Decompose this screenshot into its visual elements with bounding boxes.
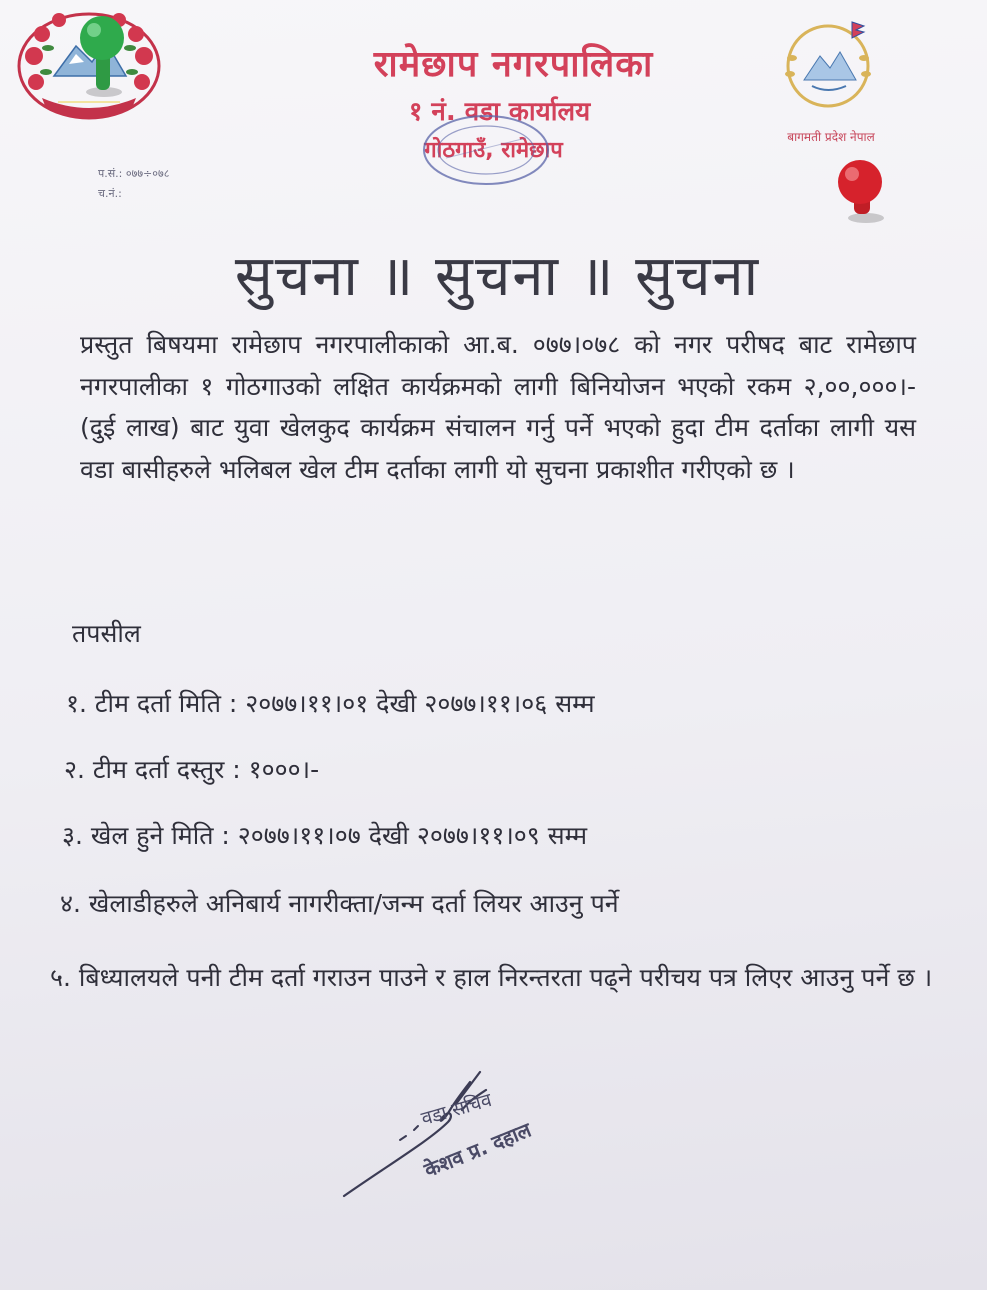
detail-item-registration-date: १. टीम दर्ता मिति : २०७७।११।०१ देखी २०७७।११।०६ सम्म — [66, 689, 595, 718]
municipality-name: रामेछाप नगरपालिका — [373, 44, 654, 85]
detail-item-game-date: ३. खेल हुने मिति : २०७७।११।०७ देखी २०७७।११।०९ सम्म — [62, 821, 588, 850]
dispatch-number: च.नं.: — [98, 187, 122, 200]
province-label: बागमती प्रदेश नेपाल — [787, 130, 875, 144]
office-stamp-icon — [416, 108, 556, 188]
details-label: तपसील — [72, 619, 141, 648]
ward-office-name: १ नं. वडा कार्यालय — [408, 97, 591, 127]
detail-item-school-requirement: ५. बिध्यालयले पनी टीम दर्ता गराउन पाउने र हाल निरन्तरता पढ्ने परीचय पत्र लिएर आउनु पर्ने छ । — [50, 963, 933, 992]
signatory-name: केशव प्र. दहाल — [420, 1117, 535, 1183]
letter-reference-number: प.सं.: ०७७÷०७८ — [98, 167, 170, 180]
notice-heading: सुचना ॥ सुचना ॥ सुचना — [234, 244, 761, 309]
detail-item-citizenship-requirement: ४. खेलाडीहरुले अनिबार्य नागरीक्ता/जन्म दर्ता लियर आउनु पर्ने — [60, 889, 619, 918]
detail-item-registration-fee: २. टीम दर्ता दस्तुर : १०००।- — [64, 755, 320, 784]
notice-body: प्रस्तुत बिषयमा रामेछाप नगरपालीकाको आ.ब. ०७७।०७८ को नगर परीषद बाट रामेछाप नगरपालीका १ गोठगाउको लक्षित कार्यक्रमको लागी बिनियोजन भएको रकम २,००,०००।- (दुई लाख) बाट युवा खेलकुद कार्यक्रम संचालन गर्नु पर्ने भएको हुदा टीम दर्ताका लागी यस वडा बासीहरुले भलिबल खेल टीम दर्ताका लागी यो सुचना प्रकाशीत गरीएको छ । — [80, 330, 916, 484]
handwritten-signature — [330, 1060, 590, 1210]
red-push-pin-icon — [826, 156, 896, 226]
office-address: गोठगाउँ, रामेछाप — [424, 138, 563, 163]
signatory-title: वडा सचिव — [418, 1089, 495, 1131]
